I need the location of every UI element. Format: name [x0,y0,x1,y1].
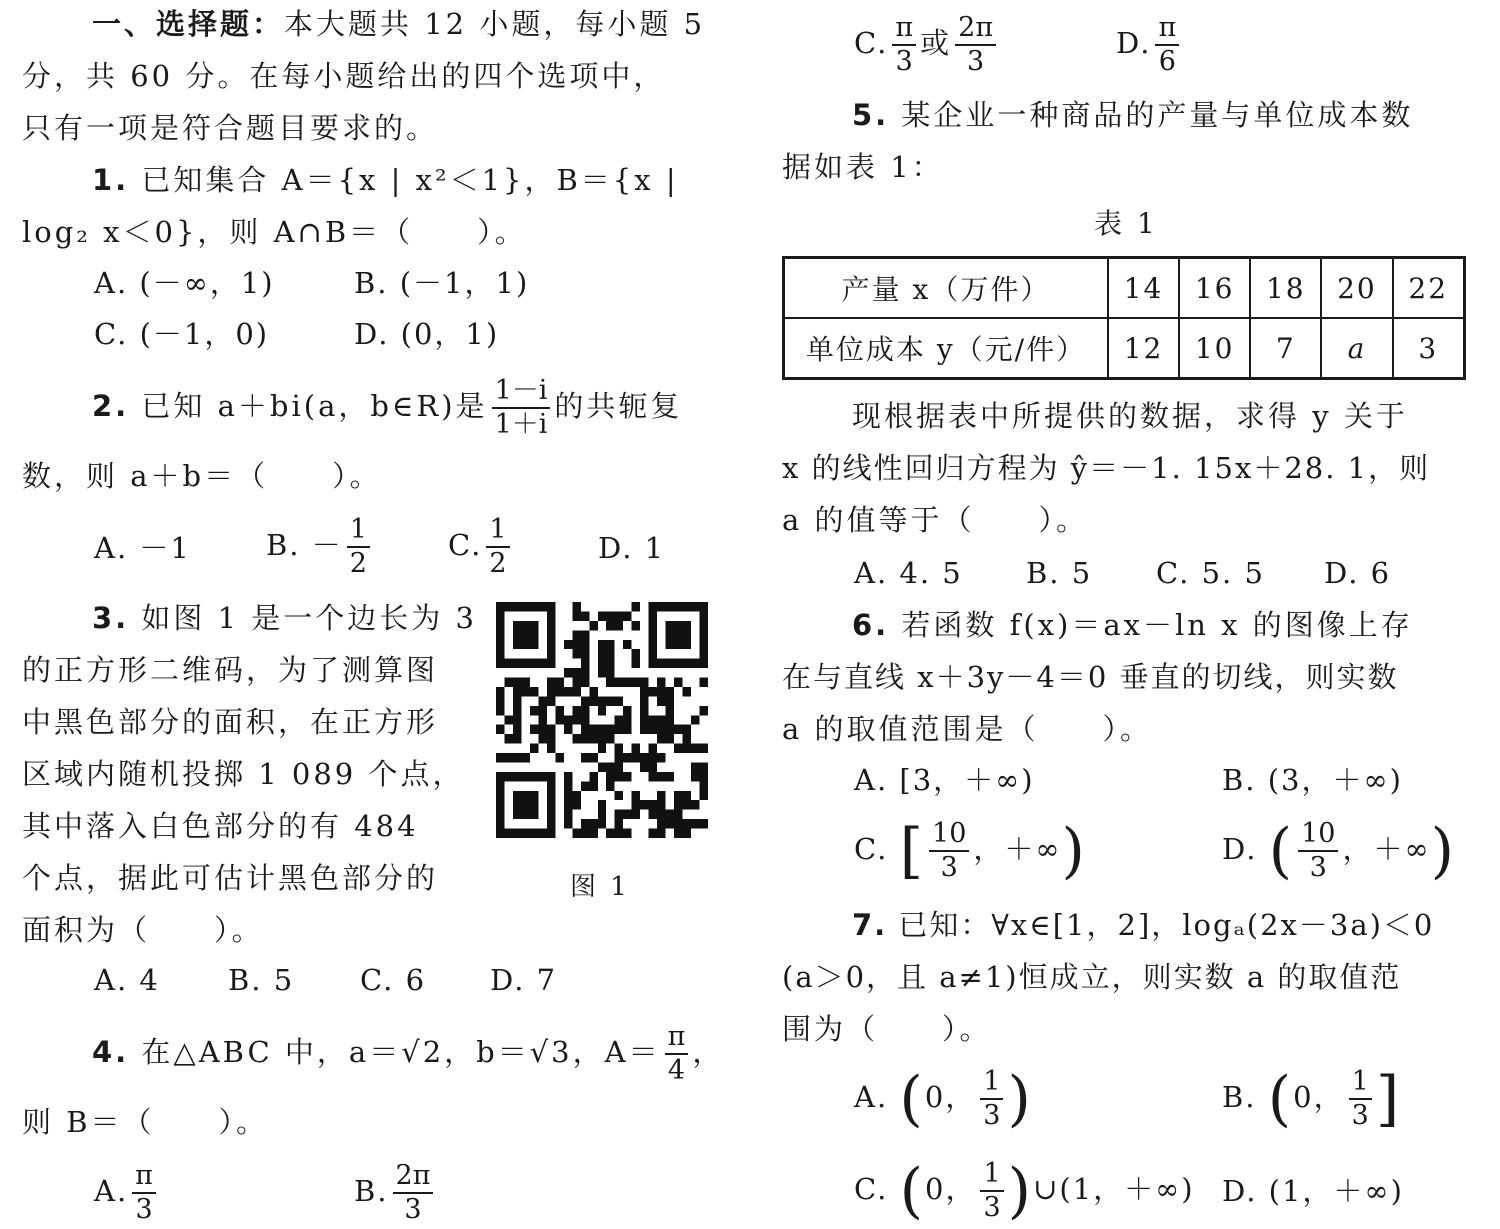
table-cell: 18 [1250,258,1321,319]
q2-text-pre: 已知 a＋bi(a，b∈R)是 [141,389,488,423]
table-header-cost: 单位成本 y（元/件） [784,318,1109,379]
q6-option-a[interactable]: A. [3，＋∞) [854,763,1035,797]
q3-line-4: 区域内随机投掷 1 089 个点， [22,757,465,791]
section-desc-3: 只有一项是符合题目要求的。 [22,111,439,145]
q7-line-2: (a＞0，且 a≠1)恒成立，则实数 a 的取值范 [782,960,1402,994]
table-row [784,258,1465,319]
table-cell: a [1321,318,1392,379]
q5-line-1: 5. 某企业一种商品的产量与单位成本数 [852,98,1414,132]
q1-option-d[interactable]: D. (0，1) [354,317,500,351]
q3-option-b[interactable]: B. 5 [228,963,295,997]
qr-code-image [496,602,708,838]
q3-option-c[interactable]: C. 6 [360,963,427,997]
q2-option-a[interactable]: A. －1 [94,531,191,565]
q6-line-2: 在与直线 x＋3y－4＝0 垂直的切线，则实数 [782,660,1399,694]
section-header [92,6,705,42]
q4-option-a[interactable]: A. $\frac{\pi}{3}$ [94,1160,160,1226]
section-desc-2: 分，共 60 分。在每小题给出的四个选项中， [22,59,666,93]
q5-line-2: 据如表 1： [782,150,944,184]
q3-line-2: 的正方形二维码，为了测算图 [22,653,439,687]
q6-line-3: a 的取值范围是（ ）。 [782,712,1153,746]
q3-line-5: 其中落入白色部分的有 484 [22,809,419,843]
q2-line-2: 数，则 a＋b＝（ ）。 [22,459,382,493]
section-title: 一、选择题： [92,7,285,41]
table-row [784,318,1465,379]
q2-number: 2. [92,389,130,423]
q7-number: 7. [852,908,888,942]
q2-text-post: 的共轭复 [554,389,683,423]
q5-number: 5. [852,98,890,132]
q1-text-1: 已知集合 A＝{x | x²＜1}，B＝{x | [141,163,679,197]
q5-after-2: x 的线性回归方程为 ŷ＝－1. 15x＋28. 1，则 [782,451,1431,485]
q5-option-d[interactable]: D. 6 [1324,556,1392,590]
table-cell: 10 [1179,318,1250,379]
q5-option-a[interactable]: A. 4. 5 [854,556,963,590]
table-header-output: 产量 x（万件） [784,258,1109,319]
q1-option-c[interactable]: C. (－1，0) [94,317,270,351]
data-table [782,256,1466,380]
q3-line-6: 个点，据此可估计黑色部分的 [22,861,439,895]
q7-line-3: 围为（ ）。 [782,1012,992,1046]
q5-option-b[interactable]: B. 5 [1026,556,1093,590]
q6-line-1: 6. 若函数 f(x)＝ax－ln x 的图像上存 [852,608,1413,642]
q6-option-b[interactable]: B. (3，＋∞) [1222,763,1403,797]
q1-line-1 [92,162,679,198]
q6-option-d[interactable]: D. ( $\frac{10}{3}$ ，＋∞) [1222,816,1457,886]
q4-option-b[interactable]: B. $\frac{2\pi}{3}$ [354,1160,437,1226]
q4-number: 4. [92,1035,130,1069]
q3-line-1: 3. 如图 1 是一个边长为 3 [92,601,477,635]
table-cell: 12 [1108,318,1179,379]
q1-line-2: log₂ x＜0}，则 A∩B＝（ ）。 [22,215,527,249]
q7-option-d[interactable]: D. (1，＋∞) [1222,1174,1404,1208]
q2-line-1 [92,374,682,441]
table-cell: 3 [1393,318,1465,379]
q7-option-a[interactable]: A. (0， $\frac{1}{3}$ ) [854,1064,1033,1134]
q2-option-d[interactable]: D. 1 [598,531,666,565]
table-cell: 22 [1393,258,1465,319]
q6-option-c[interactable]: C. [ $\frac{10}{3}$ ，＋∞) [854,816,1087,886]
table-cell: 16 [1179,258,1250,319]
table-cell: 20 [1321,258,1392,319]
q4-fraction: $\frac{\pi}{4}$ [665,1021,689,1087]
q5-after-1: 现根据表中所提供的数据，求得 y 关于 [852,399,1408,433]
q7-line-1: 7. 已知：∀x∈[1，2]，logₐ(2x－3a)＜0 [852,908,1435,942]
q4-line-2: 则 B＝（ ）。 [22,1105,269,1139]
q3-line-3: 中黑色部分的面积，在正方形 [22,705,439,739]
q1-option-b[interactable]: B. (－1，1) [354,266,530,300]
q2-option-b[interactable]: B. － $\frac{1}{2}$ [266,514,374,580]
figure-caption: 图 1 [570,872,630,902]
table-caption: 表 1 [1094,207,1158,240]
q5-after-3: a 的值等于（ ）。 [782,503,1089,537]
q4-line-1: 4. 在△ABC 中，a＝√2，b＝√3，A＝ $\frac{\pi}{4}$ ， [92,1021,725,1086]
q3-option-a[interactable]: A. 4 [94,963,160,997]
q3-line-7: 面积为（ ）。 [22,913,264,947]
q1-number: 1. [92,163,130,197]
q1-option-a[interactable]: A. (－∞，1) [94,266,275,300]
q7-option-c[interactable]: C. (0， $\frac{1}{3}$ )∪(1，＋∞) [854,1156,1195,1226]
q4-option-d[interactable]: D. $\frac{\pi}{6}$ [1116,12,1183,78]
q2-fraction: $\frac{1-i}{1+i}$ [492,375,551,441]
q6-number: 6. [852,608,890,642]
table-cell: 14 [1108,258,1179,319]
q7-option-b[interactable]: B. (0， $\frac{1}{3}$ ] [1222,1064,1402,1134]
q4-option-c[interactable]: C. $\frac{\pi}{3}$ 或 $\frac{2\pi}{3}$ [854,12,1000,78]
section-desc-1: 本大题共 12 小题，每小题 5 [284,7,706,41]
q2-option-c[interactable]: C. $\frac{1}{2}$ [448,514,514,580]
q5-option-c[interactable]: C. 5. 5 [1156,556,1265,590]
q3-option-d[interactable]: D. 7 [490,963,558,997]
table-cell: 7 [1250,318,1321,379]
q3-number: 3. [92,601,130,635]
